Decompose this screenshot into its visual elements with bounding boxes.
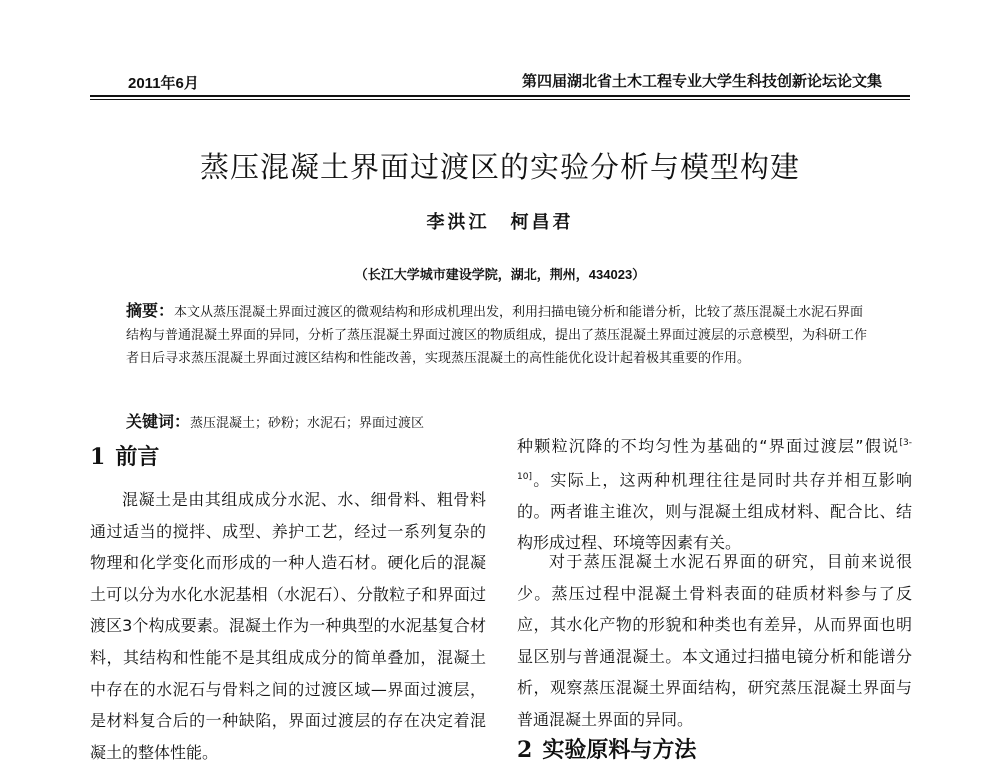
abstract-label: 摘要： (126, 303, 175, 320)
section-title: 实验原料与方法 (542, 737, 697, 763)
keywords-text: 蒸压混凝土；砂粉；水泥石；界面过渡区 (190, 415, 425, 430)
section-number: 1 (90, 444, 106, 470)
abstract-text: 本文从蒸压混凝土界面过渡区的微观结构和形成机理出发，利用扫描电镜分析和能谱分析，比较了蒸压混凝土水泥石界面结构与普通混凝土界面的异同，分析了蒸压混凝土界面过渡区的物质组成，提出了蒸压混凝土界面过渡层的示意模型，为科研工作者日后寻求蒸压混凝土界面过渡区结构和性能改善，实现蒸压混凝土的高性能优化设计起着极其重要的作用。 (126, 304, 868, 365)
header-rule-thick (90, 95, 910, 97)
section-number: 2 (517, 737, 533, 763)
authors: 李洪江 柯昌君 (426, 212, 574, 233)
header-rule-thin (90, 99, 910, 100)
body-paragraph-continued (517, 428, 912, 559)
text-run: 种颗粒沉降的不均匀性为基础的“界面过渡层”假说 (517, 436, 900, 456)
keywords-label: 关键词： (126, 414, 191, 431)
header-date: 2011年6月 (128, 75, 199, 92)
text-run: 。实际上，这两种机理往往是同时共存并相互影响的。两者谁主谁次，则与混凝土组成材料、配合比、结构形成过程、环境等因素有关。 (517, 470, 912, 553)
body-paragraph: 混凝土是由其组成成分水泥、水、细骨料、粗骨料通过适当的搅拌、成型、养护工艺，经过一系列复杂的物理和化学变化而形成的一种人造石材。硬化后的混凝土可以分为水化水泥基相（水泥石）、分散粒子和界面过渡区3个构成要素。混凝土作为一种典型的水泥基复合材料，其结构和性能不是其组成成分的简单叠加，混凝土中存在的水泥石与骨料之间的过渡区域—界面过渡层，是材料复合后的一种缺陷，界面过渡层的存在决定着混凝土的整体性能。 (90, 490, 486, 762)
abstract (126, 300, 874, 369)
affiliation: （长江大学城市建设学院，湖北，荆州，434023） (354, 267, 646, 282)
paper-title: 蒸压混凝土界面过渡区的实验分析与模型构建 (199, 150, 800, 184)
section-heading-1 (90, 440, 159, 471)
citation: [3-10] (517, 438, 912, 482)
section-title: 前言 (115, 444, 160, 470)
keywords (126, 409, 526, 432)
section-heading-2 (517, 733, 696, 764)
header-proceedings: 第四届湖北省土木工程专业大学生科技创新论坛论文集 (521, 73, 882, 90)
body-paragraph: 对于蒸压混凝土水泥石界面的研究，目前来说很少。蒸压过程中混凝土骨料表面的硅质材料参与了反应，其水化产物的形貌和种类也有差异，从而界面也明显区别与普通混凝土。本文通过扫描电镜分析和能谱分析，观察蒸压混凝土界面结构，研究蒸压混凝土界面与普通混凝土界面的异同。 (517, 552, 912, 729)
